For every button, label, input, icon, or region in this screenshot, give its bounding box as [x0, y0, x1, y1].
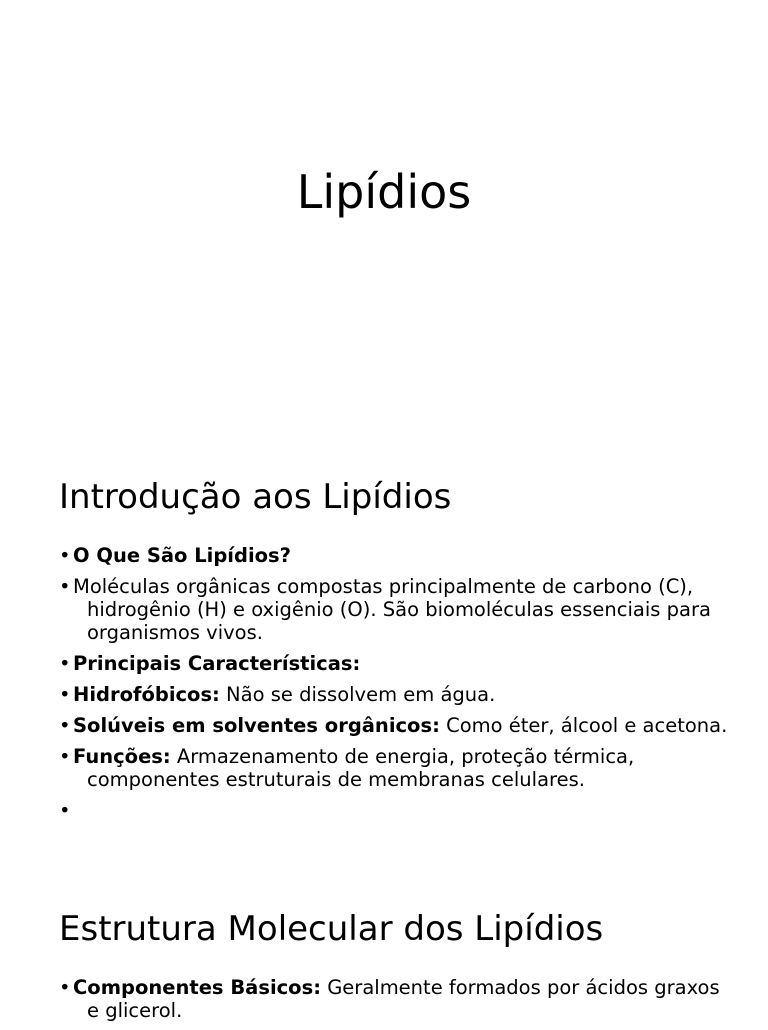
bullet-bold-text: Componentes Básicos:	[73, 976, 321, 999]
section-heading: Introdução aos Lipídios	[59, 477, 452, 517]
bullet-bold-text: Funções:	[73, 745, 171, 768]
list-item	[59, 745, 729, 791]
title-slide	[0, 0, 768, 440]
document-title: Lipídios	[296, 165, 472, 219]
list-item	[59, 683, 729, 706]
bullet-text: Não se dissolvem em água.	[219, 683, 496, 706]
list-item	[59, 652, 729, 675]
list-item	[59, 575, 729, 644]
bullet-icon: •	[59, 683, 71, 706]
bullet-icon: •	[59, 714, 71, 737]
section-heading: Estrutura Molecular dos Lipídios	[59, 909, 604, 949]
bullet-list	[59, 976, 729, 1022]
bullet-bold-text: Hidrofóbicos:	[73, 683, 220, 706]
bullet-text: Moléculas orgânicas compostas principalmente de carbono (C), hidrogênio (H) e oxigênio (O). São biomoléculas essenciais para organismos vivos.	[73, 575, 711, 644]
bullet-text: Armazenamento de energia, proteção térmica, componentes estruturais de membranas celulares.	[87, 745, 635, 791]
bullet-icon: •	[59, 575, 71, 598]
list-item	[59, 799, 729, 822]
list-item	[59, 976, 729, 1022]
list-item	[59, 714, 729, 737]
bullet-icon: •	[59, 799, 71, 822]
bullet-list	[59, 544, 729, 822]
list-item	[59, 544, 729, 567]
section-estrutura	[59, 906, 729, 1030]
bullet-icon: •	[59, 745, 71, 768]
bullet-icon: •	[59, 976, 71, 999]
bullet-icon: •	[59, 652, 71, 675]
bullet-icon: •	[59, 544, 71, 567]
bullet-text: Geralmente formados por ácidos graxos e glicerol.	[87, 976, 720, 1022]
bullet-bold-text: Solúveis em solventes orgânicos:	[73, 714, 440, 737]
section-introducao	[59, 474, 729, 830]
bullet-text: Como éter, álcool e acetona.	[439, 714, 728, 737]
bullet-bold-text: Principais Características:	[73, 652, 361, 675]
bullet-bold-text: O Que São Lipídios?	[73, 544, 291, 567]
